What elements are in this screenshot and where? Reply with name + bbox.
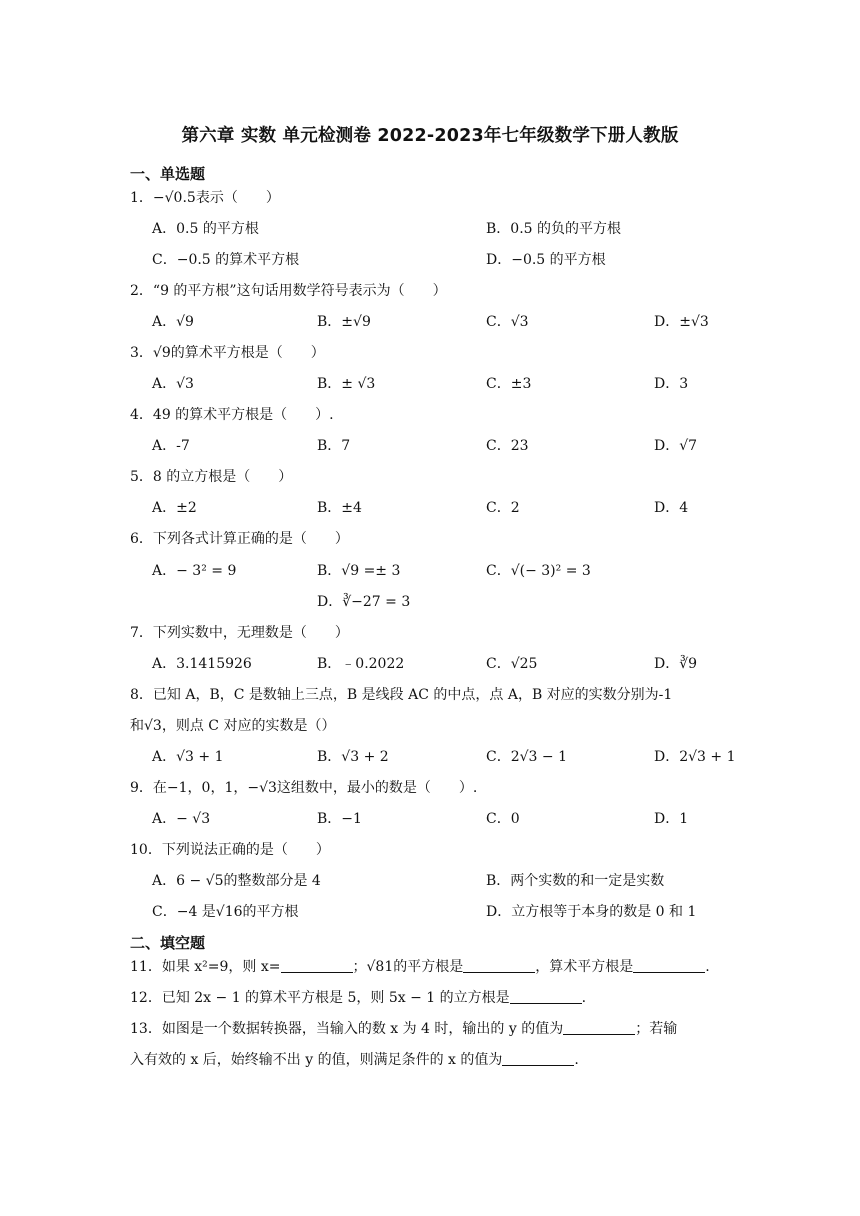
question-12 — [130, 987, 586, 1007]
question-5-option-d: D．4 — [654, 500, 689, 516]
question-9-option-a: A．− √3 — [152, 811, 211, 827]
question-9-option-b: B．−1 — [317, 811, 362, 827]
question-9-option-d: D．1 — [654, 811, 689, 827]
question-11 — [130, 956, 710, 976]
question-10-option-a: A．6 − √5的整数部分是 4 — [152, 873, 321, 889]
question-2-option-b: B．±√9 — [317, 314, 371, 330]
question-13-part-3: 入有效的 x 后，始终输不出 y 的值，则满足条件的 x 的值为 — [130, 1052, 503, 1068]
answer-blank[interactable] — [463, 958, 535, 973]
page-title: 第六章 实数 单元检测卷 2022-2023年七年级数学下册人教版 — [181, 126, 679, 146]
answer-blank[interactable] — [281, 958, 353, 973]
question-11-part-4: . — [705, 959, 710, 975]
question-8-option-d: D．2√3 + 1 — [654, 749, 736, 765]
answer-blank[interactable] — [563, 1020, 635, 1035]
question-7-option-a: A．3.1415926 — [152, 656, 252, 672]
question-13-line-1 — [130, 1018, 677, 1038]
question-1-option-c: C．−0.5 的算术平方根 — [152, 252, 300, 268]
question-6-option-c: C．√(− 3)² = 3 — [486, 563, 591, 579]
question-3-option-d: D．3 — [654, 376, 689, 392]
question-8-option-c: C．2√3 − 1 — [486, 749, 567, 765]
question-8-stem-line-1: 8．已知 A，B，C 是数轴上三点，B 是线段 AC 的中点，点 A，B 对应的实数分别为-1 — [130, 687, 673, 703]
question-12-part-2: . — [581, 990, 587, 1006]
question-13-part-4: . — [574, 1052, 579, 1068]
question-4-stem: 4．49 的算术平方根是（ ）. — [130, 407, 334, 423]
question-3-stem: 3．√9的算术平方根是（ ） — [130, 345, 325, 361]
question-4-option-a: A．-7 — [152, 438, 190, 454]
question-10-stem: 10．下列说法正确的是（ ） — [130, 842, 330, 858]
answer-blank[interactable] — [510, 989, 582, 1004]
question-10-option-b: B．两个实数的和一定是实数 — [486, 873, 665, 889]
question-1-option-a: A．0.5 的平方根 — [152, 221, 259, 237]
question-11-part-2: ；√81的平方根是 — [352, 959, 464, 975]
question-5-option-c: C．2 — [486, 500, 520, 516]
question-1-stem: 1．−√0.5表示（ ） — [130, 190, 280, 206]
question-7-option-b: B．﹣0.2022 — [317, 656, 405, 672]
question-10-option-d: D．立方根等于本身的数是 0 和 1 — [486, 904, 697, 920]
question-5-option-b: B．±4 — [317, 500, 362, 516]
question-3-option-c: C．±3 — [486, 376, 532, 392]
answer-blank[interactable] — [633, 958, 705, 973]
answer-blank[interactable] — [502, 1051, 574, 1066]
question-1-option-b: B．0.5 的负的平方根 — [486, 221, 622, 237]
question-2-option-c: C．√3 — [486, 314, 529, 330]
question-7-option-d: D．∛9 — [654, 656, 698, 672]
question-8-option-a: A．√3 + 1 — [152, 749, 224, 765]
question-5-stem: 5．8 的立方根是（ ） — [130, 469, 293, 485]
question-13-part-1: 13．如图是一个数据转换器，当输入的数 x 为 4 时，输出的 y 的值为 — [130, 1021, 564, 1037]
question-6-stem: 6．下列各式计算正确的是（ ） — [130, 531, 349, 547]
question-8-stem-line-2: 和√3，则点 C 对应的实数是（） — [130, 718, 336, 734]
question-6-option-a: A．− 3² = 9 — [152, 563, 237, 579]
question-3-option-a: A．√3 — [152, 376, 194, 392]
question-7-option-c: C．√25 — [486, 656, 538, 672]
question-6-option-d: D．∛−27 = 3 — [317, 594, 411, 610]
section-fill-in: 二、填空题 — [130, 934, 206, 952]
question-7-stem: 7．下列实数中，无理数是（ ） — [130, 625, 349, 641]
question-13-part-2: ；若输 — [635, 1021, 678, 1037]
question-1-option-d: D．−0.5 的平方根 — [486, 252, 606, 268]
question-9-option-c: C．0 — [486, 811, 520, 827]
question-8-option-b: B．√3 + 2 — [317, 749, 389, 765]
question-4-option-b: B．7 — [317, 438, 351, 454]
question-5-option-a: A．±2 — [152, 500, 197, 516]
question-2-option-d: D．±√3 — [654, 314, 709, 330]
question-6-option-b: B．√9 =± 3 — [317, 563, 401, 579]
question-12-part-1: 12．已知 2x − 1 的算术平方根是 5，则 5x − 1 的立方根是 — [130, 990, 510, 1006]
question-4-option-c: C．23 — [486, 438, 529, 454]
question-2-stem: 2．“9 的平方根”这句话用数学符号表示为（ ） — [130, 283, 447, 299]
question-11-part-3: ，算术平方根是 — [535, 959, 634, 975]
question-10-option-c: C．−4 是√16的平方根 — [152, 904, 299, 920]
question-9-stem: 9．在−1，0，1，−√3这组数中，最小的数是（ ）. — [130, 780, 478, 796]
section-single-choice: 一、单选题 — [130, 165, 206, 183]
question-2-option-a: A．√9 — [152, 314, 194, 330]
question-13-line-2 — [130, 1049, 579, 1069]
question-3-option-b: B．± √3 — [317, 376, 376, 392]
question-4-option-d: D．√7 — [654, 438, 698, 454]
question-11-part-1: 11．如果 x²=9，则 x= — [130, 959, 281, 975]
